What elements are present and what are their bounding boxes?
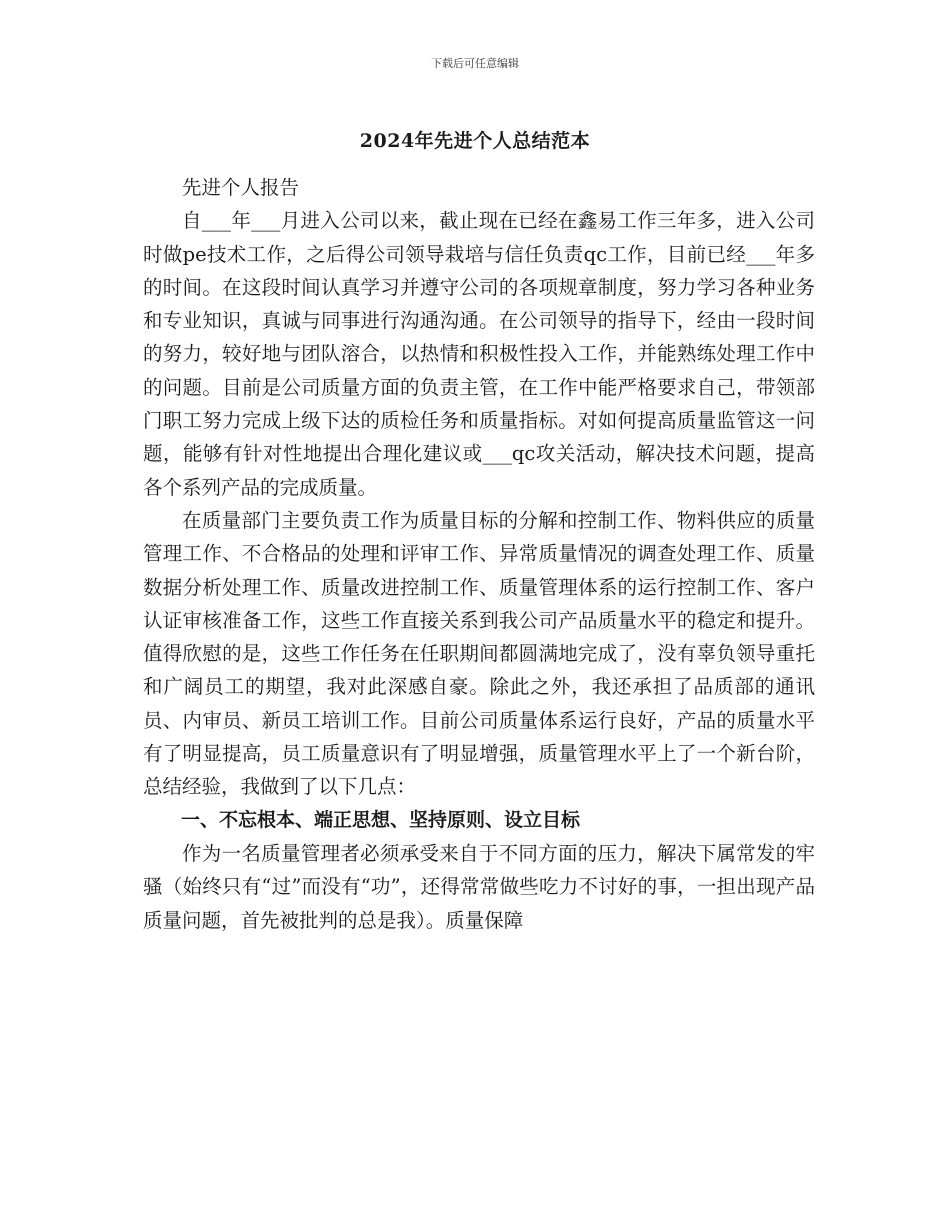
document-title: 2024年先进个人总结范本 bbox=[359, 130, 591, 152]
paragraph: 在质量部门主要负责工作为质量目标的分解和控制工作、物料供应的质量管理工作、不合格品的处理和评审工作、异常质量情况的调查处理工作、质量数据分析处理工作、质量改进控制工作、质量管理体系的运行控制工作、客户认证审核准备工作，这些工作直接关系到我公司产品质量水平的稳定和提升。值得欣慰的是，这些工作任务在任职期间都圆满地完成了，没有辜负领导重托和广阔员工的期望，我对此深感自豪。除此之外，我还承担了品质部的通讯员、内审员、新员工培训工作。目前公司质量体系运行良好，产品的质量水平有了明显提高，员工质量意识有了明显增强，质量管理水平上了一个新台阶，总结经验，我做到了以下几点： bbox=[143, 508, 815, 799]
section-label: 先进个人报告 bbox=[182, 176, 300, 199]
header-note: 下载后可任意编辑 bbox=[431, 57, 519, 70]
section-heading: 一、不忘根本、端正思想、坚持原则、设立目标 bbox=[181, 808, 581, 831]
paragraph: 作为一名质量管理者必须承受来自于不同方面的压力，解决下属常发的牢骚（始终只有“过”而没有“功”，还得常常做些吃力不讨好的事，一担出现产品质量问题，首先被批判的总是我）。质量保障 bbox=[143, 841, 815, 932]
document-body bbox=[143, 171, 815, 937]
paragraph: 自___年___月进入公司以来，截止现在已经在鑫易工作三年多，进入公司时做pe技术工作，之后得公司领导栽培与信任负责qc工作，目前已经___年多的时间。在这段时间认真学习并遵守公司的各项规章制度，努力学习各种业务和专业知识，真诚与同事进行沟通沟通。在公司领导的指导下，经由一段时间的努力，较好地与团队溶合，以热情和积极性投入工作，并能熟练处理工作中的问题。目前是公司质量方面的负责主管，在工作中能严格要求自己，带领部门职工努力完成上级下达的质检任务和质量指标。对如何提高质量监管这一问题，能够有针对性地提出合理化建议或___qc攻关活动，解决技术问题，提高各个系列产品的完成质量。 bbox=[143, 209, 815, 499]
